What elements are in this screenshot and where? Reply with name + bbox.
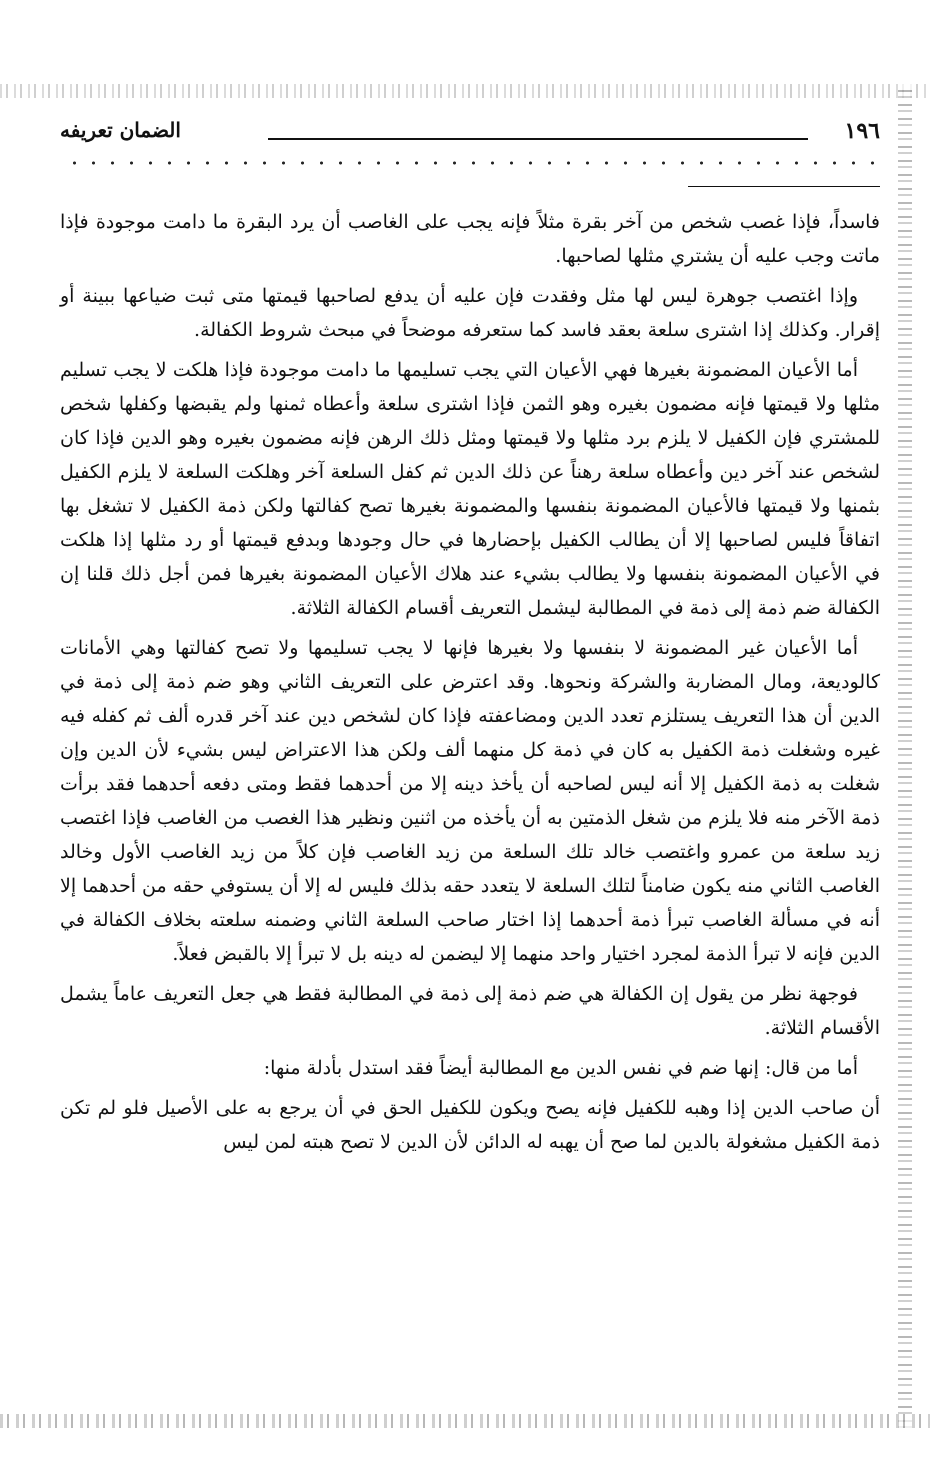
page-border-right — [898, 84, 912, 1428]
paragraph-3: أما الأعيان المضمونة بغيرها فهي الأعيان التي يجب تسليمها ما دامت موجودة فإذا هلكت لا يجب تسليم مثلها ولا قيمتها فإنه مضمون بغيره وهو الثمن فإذا اشترى سلعة وأعطاه ثمنها ولم يقبضها وكفلها شخص للمشتري فإن الكفيل لا يلزم برد مثلها ولا قيمتها ومثل ذلك الرهن فإنه مضمون بغيره وهو الدين فإذا كان لشخص عند آخر دين وأعطاه سلعة رهناً عن ذلك الدين ثم كفل السلعة آخر وهلكت السلعة لا يلزم الكفيل بثمنها ولا قيمتها فالأعيان المضمونة بنفسها والمضمونة بغيرها تصح كفالتها ولكن ذمة الكفيل لا تشغل بها اتفاقاً فليس لصاحبها إلا أن يطالب الكفيل بإحضارها في حال وجودها وبدفع قيمتها أو رد مثلها إذا هلكت في الأعيان المضمونة بنفسها ولا يطالب بشيء عند هلاك الأعيان المضمونة بغيرها فمن أجل ذلك قلنا إن الكفالة ضم ذمة إلى ذمة في المطالبة ليشمل التعريف أقسام الكفالة الثلاثة. — [60, 359, 880, 619]
page-border-bottom — [0, 1414, 930, 1428]
dotted-separator — [65, 160, 880, 166]
paragraph-6: أما من قال: إنها ضم في نفس الدين مع المطالبة أيضاً فقد استدل بأدلة منها: — [263, 1057, 858, 1079]
page-header — [60, 118, 880, 150]
paragraph-5: فوجهة نظر من يقول إن الكفالة هي ضم ذمة إلى ذمة في المطالبة فقط هي جعل التعريف عاماً يشمل الأقسام الثلاثة. — [60, 983, 880, 1039]
page-number: ١٩٦ — [844, 118, 880, 144]
page-border-top — [0, 84, 930, 98]
paragraph-7: أن صاحب الدين إذا وهبه للكفيل فإنه يصح ويكون للكفيل الحق في أن يرجع به على الأصيل فلو لم تكن ذمة الكفيل مشغولة بالدين لما صح أن يهبه له الدائن لأن الدين لا تصح هبته لمن ليس — [60, 1097, 880, 1153]
short-rule — [688, 186, 880, 187]
paragraph-1: فاسداً، فإذا غصب شخص من آخر بقرة مثلاً فإنه يجب على الغاصب أن يرد البقرة ما دامت موجودة فإذا ماتت وجب عليه أن يشتري مثلها لصاحبها. — [60, 211, 880, 267]
paragraph-4: أما الأعيان غير المضمونة لا بنفسها ولا بغيرها فإنها لا يجب تسليمها ولا تصح كفالتها وهي الأمانات كالوديعة، ومال المضاربة والشركة ونحوها. وقد اعترض على التعريف الثاني وهو ضم ذمة إلى ذمة في الدين أن هذا التعريف يستلزم تعدد الدين ومضاعفته فإذا كان لشخص دين عند آخر قدره ألف ثم كفله فيه غيره وشغلت ذمة الكفيل به كان في ذمة كل منهما ألف ولكن هذا الاعتراض ليس بشيء لأن الدين وإن شغلت به ذمة الكفيل إلا أنه ليس لصاحبه أن يأخذ دينه إلا من أحدهما فقط ومتى دفعه أحدهما فقد برأت ذمة الآخر منه فلا يلزم من شغل الذمتين به أن يأخذه من اثنين ونظير هذا الغصب من الغاصب فإذا اغتصب زيد سلعة من عمرو واغتصب خالد تلك السلعة من زيد الغاصب فإن كلاً من زيد الغاصب الأول وخالد الغاصب الثاني منه يكون ضامناً لتلك السلعة لا يتعدد حقه بذلك فليس له إلا أن يستوفي حقه من أحدهما إلا أنه في مسألة الغاصب تبرأ ذمة أحدهما إذا اختار صاحب السلعة الثاني وضمنه سلعته بخلاف الكفالة في الدين فإنه لا تبرأ الذمة لمجرد اختيار واحد منهما إلا ليضمن له دينه بل لا تبرأ إلا بالقبض فعلاً. — [60, 637, 880, 965]
body-text — [60, 205, 880, 1165]
running-title: الضمان تعريفه — [60, 118, 181, 142]
paragraph-2: وإذا اغتصب جوهرة ليس لها مثل وفقدت فإن عليه أن يدفع لصاحبها قيمتها متى ثبت ضياعها ببينة أو إقرار. وكذلك إذا اشترى سلعة بعقد فاسد كما ستعرفه موضحاً في مبحث شروط الكفالة. — [60, 285, 880, 341]
header-rule — [268, 138, 808, 140]
